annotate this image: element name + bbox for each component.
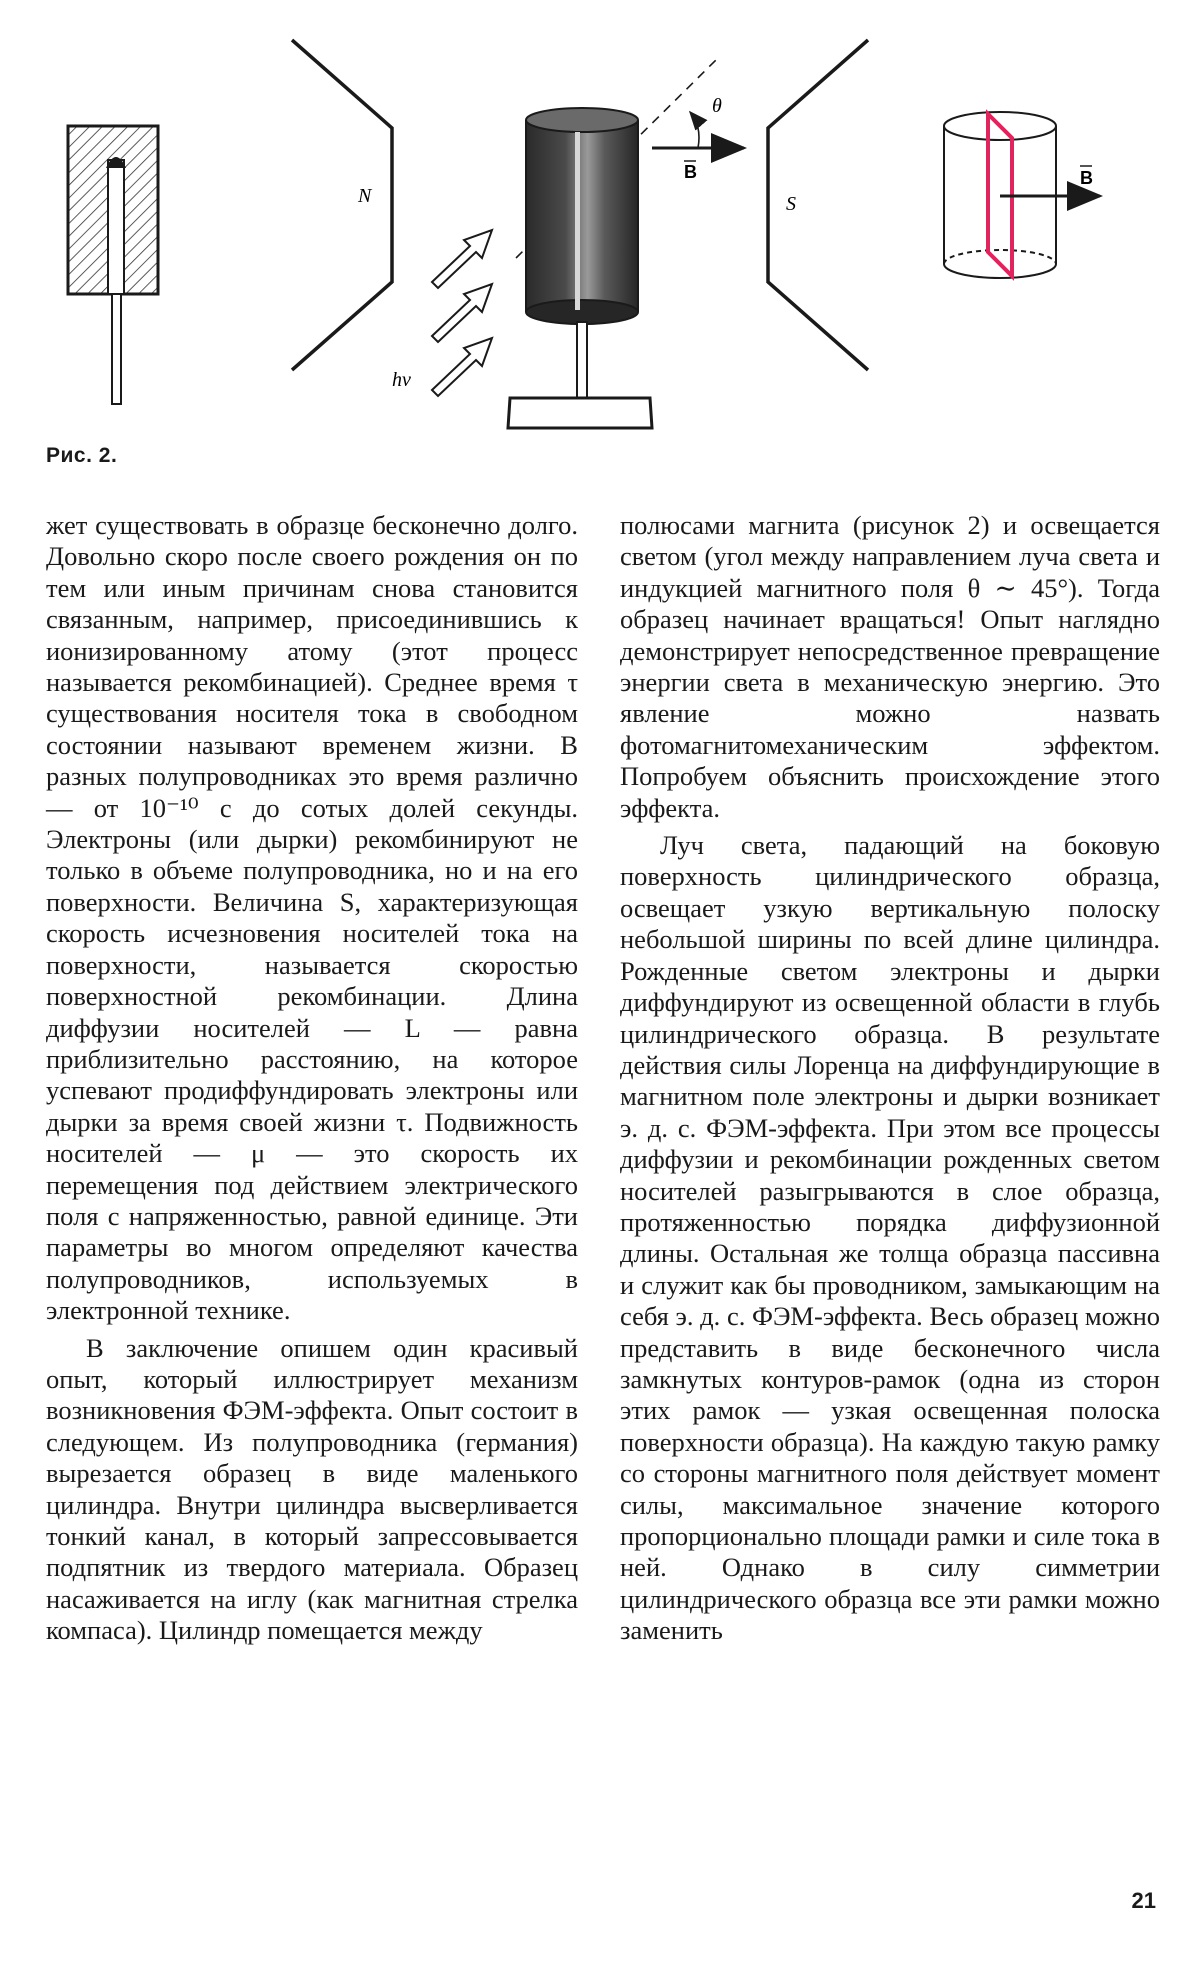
bearing-cross-section: [68, 126, 158, 404]
label-b-vector-right: B: [1080, 168, 1093, 188]
page-number: 21: [1131, 1888, 1156, 1913]
label-theta: θ: [712, 95, 722, 117]
text-column-left: [46, 510, 578, 1647]
label-h-nu: hν: [392, 369, 411, 391]
paragraph: полюсами магнита (рисунок 2) и освещается светом (угол между направлением луча света и индукцией магнитного поля θ ∼ 45°). Тогда образец начинает вращаться! Опыт наглядно демонстрирует непосредственное превращение энергии света в механическую энергию. Это явление можно назвать фотомагнитомеханическим эффектом. Попробуем объяснить происхождение этого эффекта.: [620, 510, 1160, 823]
magnet-pole-n: [292, 40, 392, 370]
paragraph: жет существовать в образце бесконечно долго. Довольно скоро после своего рождения он по тем или иным причинам снова становится связанным, например, присоединившись к ионизированному атому (этот процесс называется рекомбинацией). Среднее время τ существования носителя тока в свободном состоянии называют временем жизни. В разных полупроводниках это время различно — от 10⁻¹⁰ с до сотых долей секунды. Электроны (или дырки) рекомбинируют не только в объеме полупроводника, но и на его поверхности. Величина S, характеризующая скорость исчезновения носителей тока на поверхности, называется скоростью поверхностной рекомбинации. Длина диффузии носителей — L — равна приблизительно расстоянию, на которое успевают продиффундировать электроны или дырки за время своей жизни τ. Подвижность носителей — μ — это скорость их перемещения под действием электрического поля с напряженностью, равной единице. Эти параметры во многом определяют качества полупроводников, используемых в электронной технике.: [46, 510, 578, 1326]
paragraph: В заключение опишем один красивый опыт, который иллюстрирует механизм возникновения ФЭМ-эффекта. Опыт состоит в следующем. Из полупроводника (германия) вырезается образец в виде маленького цилиндра. Внутри цилиндра высверливается тонкий канал, в который запрессовывается подпятник из твердого материала. Образец насаживается на иглу (как магнитная стрелка компаса). Цилиндр помещается между: [46, 1332, 578, 1646]
label-pole-n: N: [358, 185, 372, 207]
text-column-right: [620, 510, 1160, 1647]
cylinder-sample: [526, 108, 638, 324]
figure-2: [30, 20, 1170, 430]
theta-arc: [690, 112, 699, 148]
figure-caption: Рис. 2.: [46, 444, 118, 467]
label-pole-s: S: [786, 193, 796, 215]
stand: [508, 322, 652, 428]
paragraph: Луч света, падающий на боковую поверхность цилиндрического образца, освещает узкую вертикальную полоску небольшой ширины по всей длине цилиндра. Рожденные светом электроны и дырки диффундируют из освещенной области в глубь цилиндрического образца. В результате действия силы Лоренца на диффундирующие в магнитном поле электроны и дырки возникает э. д. с. ФЭМ-эффекта. При этом все процессы диффузии и рекомбинации рожденных светом носителей разыгрываются в слое образца, протяженностью порядка диффузионной длины. Остальная же толща образца пассивна и служит как бы проводником, замыкающим на себя э. д. с. ФЭМ-эффекта. Весь образец можно представить в виде бесконечного числа замкнутых контуров-рамок (одна из сторон этих рамок — узкая освещенная полоска поверхности образца). На каждую такую рамку со стороны магнитного поля действует момент силы, максимальное значение которого пропорционально площади рамки и силе тока в ней. Однако в силу симметрии цилиндрического образца все эти рамки можно заменить: [620, 830, 1160, 1646]
light-rays: [432, 230, 492, 396]
magnet-pole-s: [768, 40, 868, 370]
label-b-vector: B: [684, 162, 697, 182]
